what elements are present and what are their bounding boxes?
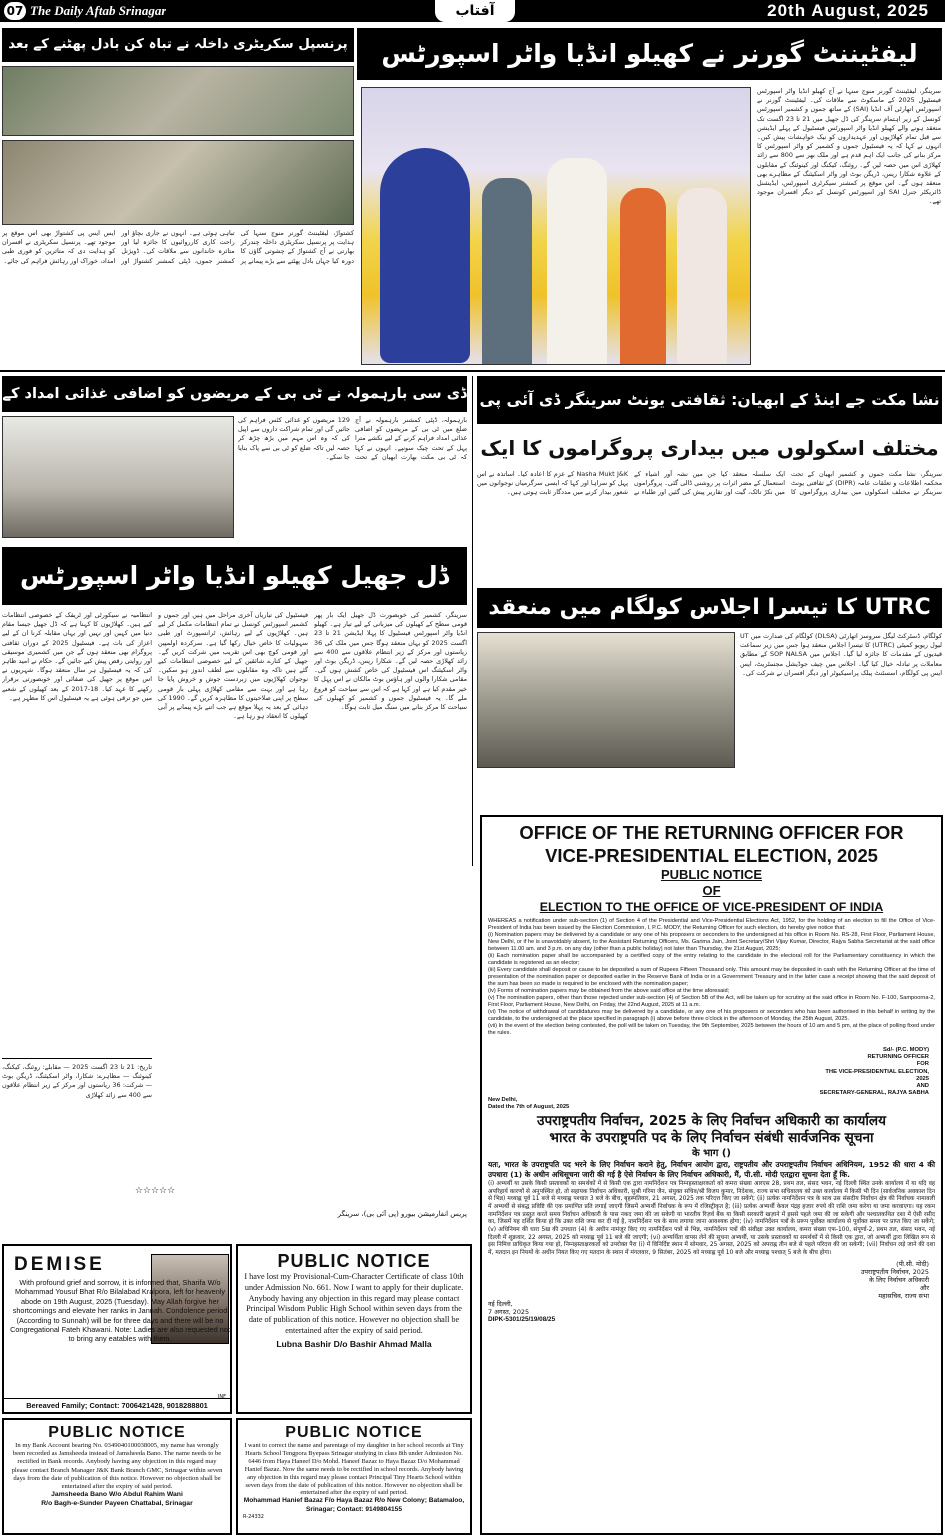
pr-photo-1: [2, 66, 354, 136]
notice-name-title: PUBLIC NOTICE: [285, 1424, 423, 1441]
ro-item: (v) The nomination papers, other than those rejected under sub-section (4) of Section 5B of the Act, will be taken up for scrutiny at the said office in Room No. F-100, Sampoorna-2, First Floor, Parliament House, New Delhi, on Friday, the 22nd August, 2025 at 11 a.m.: [488, 995, 935, 1008]
ro-subtitle-1: PUBLIC NOTICE: [660, 867, 763, 882]
notice-name-body: I want to correct the name and parentage of my daughter in her school records at Tiny Hearts School Tengpora Byepass Srinagar studying in class 8th under Admission No. 6446 from Haya Haneef D/o Mohd. Haneef Bazaz to Haya Bazaz D/o Mohammad Hanief Bazaz. Now the same needs to be rectified in school records. Anybody having any objection in this regard may please contact Principal Tiny Hearts School within seven days from the date of publication of this notice. However no objection shall be entertained after the expiry of said period.: [244, 1442, 464, 1497]
nasha-body: سرینگر، نشا مکت جموں و کشمیر ابھیان کے تحت محکمہ اطلاعات و تعلقات عامہ (DIPR) کے ثقافتی یونٹ سرینگر نے مختلف اسکولوں میں بیداری پروگراموں کا ایک سلسلہ منعقد کیا جن میں نشہ آور اشیاء کے استعمال کے مضر اثرات پر روشنی ڈالی گئی۔ پروگراموں میں نکڑ ناٹک، گیت اور تقاریر پیش کی گئیں اور طلباء نے Nasha Mukt J&K کے عزم کا اعادہ کیا۔ اساتذہ نے اس پہل کو سراہا اور کہا کہ ایسی سرگرمیاں نوجوانوں میں شعور بیدار کرنے میں مددگار ثابت ہوتی ہیں۔: [477, 470, 942, 497]
ro-title-2: VICE-PRESIDENTIAL ELECTION, 2025: [545, 845, 878, 866]
demise-body: With profound grief and sorrow, it is informed that, Sharifa W/o Mohammad Yousuf Bhat R/o Bilalabad Kralpora, left for heavenly abode on 19th August, 2025 (Tuesday). May Allah forgive her shortcomings and elevate her ranks in Jannah. Condolence period (According to Sunnah) will be for three days and there will be no Congregational Fateh Khawani. Note: Ladies are also requested not to bring any eatables with them.: [10, 1278, 230, 1344]
ro-sig-line: 2025: [916, 1075, 929, 1082]
ro-place: New Delhi,: [488, 1097, 518, 1104]
ro-intro: WHEREAS a notification under sub-section (1) of Section 4 of the Presidential and Vice-Presidential Elections Act, 1952, for the holding of an election to fill the Office of Vice-President of India has been issued by the Election Commission, I, P.C. MODY, the Returning Officer for such election, do hereby give notice that:: [488, 918, 935, 931]
notice-bank-sign: Jamsheeda Bano W/o Abdul Rahim Wani: [51, 1491, 183, 1499]
page-number-badge: 07: [4, 2, 26, 20]
mascot-figure: [380, 148, 470, 363]
pr-body: کشتواڑ، لیفٹیننٹ گورنر منوج سنہا کی ہدایت پر پرنسپل سکریٹری داخلہ چندرکر بھارتی نے آج کشتواڑ کے چشوتی گاؤں کا دورہ کیا جہاں بادل پھٹنے سے بڑے پیمانے پر تباہی ہوئی ہے۔ انہوں نے جاری بچاؤ اور راحت کاری کارروائیوں کا جائزہ لیا اور متاثرہ خاندانوں سے ملاقات کی۔ ڈویژنل کمشنر جموں، ڈپٹی کمشنر کشتواڑ اور ایس ایس پی کشتواڑ بھی اس موقع پر موجود تھے۔ پرنسپل سکریٹری نے افسران کو ہدایت دی کہ متاثرین کو فوری طبی امداد، خوراک اور رہائش فراہم کی جائے۔: [2, 229, 354, 265]
ro-code: DIPK-5301/25/19/08/25: [488, 1315, 556, 1323]
notice-certificate-body: I have lost my Provisional-Cum-Character Certificate of class 10th under Admission No. 661. Now I want to apply for their duplicate. Anybody having any objection in this regard may please contact Principal Wisdom Public High School within seven days from the date of publication of this notice. However no objection shall be entertained after the expiry of said period.: [244, 1272, 464, 1335]
ro-subtitle-3: ELECTION TO THE OFFICE OF VICE-PRESIDENT OF INDIA: [539, 900, 884, 914]
notice-bank: [2, 1418, 232, 1535]
paper-name: The Daily Aftab Srinagar: [30, 3, 167, 18]
ro-hindi-sig-line: (पी.सी. मोदी): [896, 1259, 929, 1268]
utrc-headline: UTRC کا تیسرا اجلاس کولگام میں منعقد: [477, 588, 942, 628]
ro-item: (vii) In the event of the election being contested, the poll will be taken on Tuesday, the 9th September, 2025 between the hours of 10 am and 5 pm, at the place of polling fixed under the rules.: [488, 1023, 935, 1036]
dal-col-1: سرینگر، کشمیر کی خوبصورت ڈل جھیل ایک بار پھر قومی سطح کے کھیلوں کی میزبانی کے لیے تیار ہے۔ کھیلو انڈیا واٹر اسپورٹس فیسٹیول کا پہلا ایڈیشن 21 تا 23 اگست 2025 کو یہاں منعقد ہوگا جس میں ملک کی 36 ریاستوں اور مرکز کے زیر انتظام علاقوں سے 400 سے زائد کھلاڑی حصہ لیں گے۔ شکارا ریس، ڈریگن بوٹ اور واٹر اسکیئنگ اس فیسٹیول کی خاص کشش ہوں گی۔ مقامی شکارا والوں اور ہاؤس بوٹ مالکان نے اس پہل کا خیر مقدم کیا ہے اور کہا ہے کہ اس سے سیاحت کو فروغ ملے گا۔ یہ فیسٹیول جموں و کشمیر کو کھیلوں کی سیاحت کا مرکز بنانے میں سنگ میل ثابت ہوگا۔: [314, 611, 467, 712]
returning-officer-notice: [480, 815, 943, 1535]
notice-bank-body: In my Bank Account bearing No. 0349040100038005, my name has wrongly been recorded as Jamsheeda instead of Jamsheeda Bano. The name needs to be rectified in Bank records. Anybody having any objection in this regard may please contact Branch Manager J&K Bank Branch GMC, Srinagar within seven days from the date of publication of this notice. However no objection shall be entertained after the expiry of said period.: [11, 1442, 223, 1491]
person-figure: [620, 188, 666, 365]
ro-sig-line: RETURNING OFFICER: [867, 1054, 929, 1061]
demise-tag: INF: [217, 1394, 226, 1400]
dal-stars: ☆☆☆☆☆: [134, 1186, 176, 1196]
demise-title: DEMISE: [14, 1254, 105, 1275]
ro-signature: [488, 1047, 935, 1097]
nasha-headline: مختلف اسکولوں میں بیداری پروگراموں کا ایک: [480, 436, 939, 460]
demise-notice: [2, 1244, 232, 1414]
notice-name-code: R-24332: [243, 1513, 264, 1520]
masthead-bar: [0, 0, 945, 22]
ro-item: (iv) Forms of nomination papers may be obtained from the above said office at the time aforesaid;: [488, 988, 730, 994]
dc-body: بارہمولہ، ڈپٹی کمشنر بارہمولہ نے آج ضلع میں ٹی بی کے مریضوں کو اضافی غذائی امداد فراہم کرنے کے لیے نکشے مترا پہل کے تحت چیک سونپے۔ انہوں نے کہا کہ ٹی بی مکت بھارت ابھیان کے تحت 129 مریضوں کو غذائی کٹس فراہم کی جائیں گی اور تمام شراکت داروں سے اپیل کی کہ وہ اس مہم میں بڑھ چڑھ کر حصہ لیں تاکہ ضلع کو ٹی بی سے پاک بنایا جا سکے۔: [238, 416, 467, 461]
lg-body: سرینگر، لیفٹیننٹ گورنر منوج سنہا نے آج کھیلو انڈیا واٹر اسپورٹس فیسٹیول 2025 کے ماسکوٹ سے ملاقات کی۔ لیفٹیننٹ گورنر نے اسپورٹس اتھارٹی آف انڈیا (SAI) کے ساتھ جموں و کشمیر اسپورٹس کونسل کے زیر اہتمام سرینگر کی ڈل جھیل میں 21 تا 23 اگست تک منعقد ہونے والے کھیلو انڈیا واٹر اسپورٹس فیسٹیول کے پہلے ایڈیشن سے قبل تمام کھلاڑیوں اور عہدیداروں کو نیک خواہشات پیش کیں۔ انہوں نے کہا کہ یہ فیسٹیول جموں و کشمیر کو واٹر اسپورٹس کا مرکز بنانے کی جانب ایک اہم قدم ہے اور ملک بھر سے 800 سے زائد کھلاڑی اس میں حصہ لیں گے۔ روئنگ، کیکنگ اور کینوئنگ کے مقابلوں کے علاوہ شکارا ریس، ڈریگن بوٹ اور واٹر اسکیئنگ کے مظاہرے بھی منعقد ہوں گے۔ اس موقع پر کمشنر سیکرٹری اسپورٹس، ایڈیشنل ڈائریکٹر جنرل SAI اور اسپورٹس کونسل کے دیگر افسران موجود تھے۔: [757, 87, 941, 206]
ro-sig-line: SECRETARY-GENERAL, RAJYA SABHA: [819, 1090, 929, 1097]
ro-hindi-signature: [488, 1260, 935, 1300]
notice-bank-address: R/o Bagh-e-Sunder Payeen Chattabal, Srinagar: [41, 1499, 193, 1507]
notice-name-sign: Mohammad Hanief Bazaz F/o Haya Bazaz R/o New Colony; Batamaloo, Srinagar; Contact: 9149804155: [243, 1497, 465, 1513]
ro-hindi-dated: 7 अगस्त, 2025: [488, 1307, 530, 1316]
ro-hindi-sig-line: उपराष्ट्रपतीय निर्वाचन, 2025: [860, 1267, 929, 1276]
ro-hindi-intro: यतः, भारत के उपराष्ट्रपति पद भरने के लिए निर्वाचन कराने हेतु, निर्वाचन आयोग द्वारा, राष्ट्रपतीय और उपराष्ट्रपतीय निर्वाचन अधिनियम, 1952 की धारा 4 की उपधारा (1) के अधीन अधिसूचना जारी की गई है ऐसे निर्वाचन के लिए निर्वाचन अधिकारी, मैं, पी.सी. मोदी एतद्वारा सूचना देता हूँ कि.: [488, 1160, 935, 1179]
pr-photo-2: [2, 140, 354, 225]
ro-hindi-title-2: भारत के उपराष्ट्रपति पद के लिए निर्वाचन संबंधी सार्वजनिक सूचना: [549, 1130, 874, 1147]
person-figure: [482, 178, 532, 365]
ro-sig-line: Sd/- (P.C. MODY): [883, 1047, 929, 1053]
issue-date: 20th August, 2025: [767, 1, 929, 20]
notice-certificate-title: PUBLIC NOTICE: [277, 1251, 431, 1271]
dal-sidebar-facts: تاریخ: 21 تا 23 اگست 2025 — مقابلے: روئنگ، کیکنگ، کینوئنگ — مظاہرے: شکارا، واٹر اسکیئنگ، ڈریگن بوٹ — شرکت: 36 ریاستوں اور مرکز کے زیر انتظام علاقوں سے 400 سے زائد کھلاڑی: [2, 1058, 152, 1178]
ro-hindi-sig-line: और: [919, 1283, 929, 1292]
ro-item: (i) Nomination papers may be delivered by a candidate or any one of his proposers or seconders to the undersigned at his office in Room No. RS-28, First Floor, Parliament House, New Delhi, or if he is unavoidably absent, to the Assistant Returning Officers, Ms. Garima Jain, Joint Secretary/Shri Vijay Kumar, Director, Rajya Sabha Secretariat at the said office between 11.00 am. and 3 p.m. on any day (other than a public holiday) not later than Thursday, the 21st August, 2025;: [488, 932, 935, 952]
ro-hindi-sig-line: के लिए निर्वाचन अधिकारी: [869, 1275, 929, 1284]
notice-bank-title: PUBLIC NOTICE: [48, 1424, 186, 1441]
utrc-meeting-photo: [477, 632, 735, 768]
ro-hindi-sig-line: महासचिव, राज्य सभा: [878, 1291, 929, 1300]
ro-item: (vi) The notice of withdrawal of candidatures may be delivered by a candidate, or any one of his proposers or seconders who has been authorised in this behalf in writing by the candidate, to the undersigned at the place specified in paragraph (i) above before three o'clock in the afternoon of Monday, the 25th August, 2025.: [488, 1009, 935, 1022]
ro-dated: Dated the 7th of August, 2025: [488, 1104, 570, 1111]
ro-hindi-body: (i) अभ्यर्थी या उसके किसी प्रस्तावकों या समर्थकों में से किसी एक द्वारा नामनिर्देशन पत्र निम्नहस्ताक्षरकर्ता को कमरा संख्या आरएस 28, प्रथम तल, संसद भवन, नई दिल्ली स्थित उनके कार्यालय में या यदि वह अपरिहार्य कारणों से अनुपस्थित हो, तो सहायक निर्वाचन अधिकारी, सुश्री गरिमा जैन, संयुक्त सचिव/श्री विजय कुमार, निदेशक, राज्य सभा सचिवालय को उक्त कार्यालय में किसी भी दिन (सार्वजनिक अवकाश दिन से भिन्न) मध्याह्न पूर्व 11 बजे से मध्याह्न पश्चात 3 बजे के बीच, बृहस्पतिवार, 21 अगस्त, 2025 तक परिदत्त किए जा सकेंगे; (ii) प्रत्येक नामनिर्देशन पत्र के साथ उस संसदीय निर्वाचन क्षेत्र की निर्वाचक नामावली में अभ्यर्थी से संबद्ध प्रविष्टि की एक प्रमाणित प्रति लगाई जाएगी जिसमें अभ्यर्थी निर्वाचक के रूप में रजिस्ट्रीकृत है; (iii) प्रत्येक अभ्यर्थी केवल पंद्रह हजार रुपये की राशि जमा करेगा या जमा करवाएगा। यह रकम नामनिर्देशन पत्र प्रस्तुत करते समय निर्वाचन अधिकारी के पास नकद जमा की जा सकेगी या भारतीय रिज़र्व बैंक या किसी सरकारी खज़ाने में इससे पहले जमा की जा सकेगी और पश्चातकथित दशा में ऐसी रसीद का, जिसमें यह दर्शित किया हो कि उक्त राशि जमा कर दी गई है, नामनिर्देशन पत्र के साथ लगाया जाना आवश्यक होगा; (iv) नामनिर्देशन पत्रों के प्ररूप पूर्वोक्त कार्यालय से पूर्वोक्त समय पर प्राप्त किए जा सकेंगे; (v) अधिनियम की धारा 5ख की उपधारा (4) के अधीन नामंजूर किए गए नामनिर्देशन पत्रों से भिन्न, नामनिर्देशन पत्रों की संवीक्षा उक्त कार्यालय, कमरा संख्या एफ-100, संपूर्णा-2, प्रथम तल, संसद भवन, नई दिल्ली में शुक्रवार, 22 अगस्त, 2025 को मध्याह्न पूर्व 11 बजे की जाएगी; (vi) अभ्यर्थिता वापस लेने की सूचना अभ्यर्थी, या उसके प्रस्तावकों या समर्थकों में से किसी एक द्वारा, जो अभ्यर्थी द्वारा लिखित रूप से इस निमित्त प्राधिकृत किया गया हो, निम्नहस्ताक्षरकर्ता को उपरोक्त पैरा (i) में विनिर्दिष्ट स्थान में सोमवार, 25 अगस्त, 2025 को अपराह्न तीन बजे से पहले परिदत्त की जा सकेगी; (vii) निर्वाचन लड़े जाने की दशा में, मतदान इन नियमों के अधीन नियत किए गए मतदान के स्थान में मंगलवार, 9 सितंबर, 2025 को मध्याह्न पूर्व 10 बजे और मध्याह्न पश्चात् 5 बजे के बीच होगा।: [488, 1180, 935, 1257]
dal-col-3: انتظامیہ نے سیکورٹی اور ٹریفک کے خصوصی انتظامات کیے ہیں۔ کھلاڑیوں کا کہنا ہے کہ ڈل جھیل جیسا مقام دنیا میں کہیں اور نہیں اور یہاں مقابلہ کرنا ان کے لیے اعزاز کی بات ہے۔ فیسٹیول 2025 کے دوران ثقافتی پروگرام بھی منعقد ہوں گے جن میں کشمیری موسیقی اور روایتی رقص پیش کیے جائیں گے۔ حکام نے امید ظاہر کی کہ یہ فیسٹیول ہر سال منعقد ہوگا۔ شہریوں نے اس موقع پر جھیل کی صفائی اور خوبصورتی برقرار رکھنے کا عہد کیا۔ 18-2017 کے بعد کھیلوں کے شعبے میں جو ترقی ہوئی ہے یہ فیسٹیول اس کا مظہر ہے۔: [2, 611, 152, 702]
ro-item: (ii) Each nomination paper shall be accompanied by a certified copy of the entry relating to the candidate in the electoral roll for the Parliamentary constituency in which the candidate is registered as an elector;: [488, 953, 935, 966]
notice-name-correction: [236, 1418, 472, 1535]
ro-hindi-title-1: उपराष्ट्रपतीय निर्वाचन, 2025 के लिए निर्वाचन अधिकारी का कार्यालय: [537, 1113, 886, 1130]
nasha-kicker: نشا مکت جے اینڈ کے ابھیان: ثقافتی یونٹ سرینگر ڈی آئی پی: [477, 376, 942, 424]
dal-headline: ڈل جھیل کھیلو انڈیا واٹر اسپورٹس: [2, 547, 467, 605]
pr-headline: پرنسپل سکریٹری داخلہ نے تباہ کن بادل پھٹنے کے بعد: [2, 28, 354, 62]
masthead-logo: آفتاب: [435, 0, 515, 22]
section-divider: [0, 370, 945, 372]
demise-footer: Bereaved Family; Contact: 7006421428, 9018288801: [4, 1398, 230, 1412]
ro-subtitle-2: OF: [702, 883, 721, 898]
dc-headline: ڈی سی بارہمولہ نے ٹی بی کے مریضوں کو اضافی غذائی امداد کے: [2, 376, 467, 412]
ro-hindi-place: नई दिल्ली,: [488, 1299, 513, 1308]
dal-col-2: فیسٹیول کی تیاریاں آخری مراحل میں ہیں اور جموں و کشمیر اسپورٹس کونسل نے تمام انتظامات مکمل کر لیے ہیں۔ کھلاڑیوں کے لیے رہائش، ٹرانسپورٹ اور طبی سہولیات کا خاص خیال رکھا گیا ہے۔ سرکردہ اولمپین اور قومی کوچ بھی اس تقریب میں شرکت کریں گے۔ جھیل کے کنارے شائقین کے لیے خصوصی انتظامات کیے گئے ہیں تاکہ وہ مقابلوں سے لطف اندوز ہو سکیں۔ نوجوان کھلاڑیوں میں زبردست جوش و خروش پایا جا رہا ہے اور بہت سے مقامی کھلاڑی پہلی بار قومی سطح پر اپنی صلاحیتوں کا مظاہرہ کریں گے۔ 1990 کی دہائی کے بعد یہ پہلا موقع ہے جب اتنے بڑے پیمانے پر آبی کھیلوں کا انعقاد ہو رہا ہے۔: [158, 611, 308, 721]
ro-item: (iii) Every candidate shall deposit or cause to be deposited a sum of Rupees Fifteen Thousand only. This amount may be deposited in cash with the Returning Officer at the time of presentation of the nomination paper or deposited earlier in the Reserve Bank of India or in a Government Treasury and in the latter case a receipt showing that the said deposit of the sum has been so made is required to be enclosed with the nomination paper;: [488, 967, 935, 987]
ro-sig-line: FOR: [916, 1061, 929, 1068]
lg-event-photo: [361, 87, 751, 365]
ro-hindi-title-3: के भाग (): [691, 1148, 732, 1160]
ro-title-1: OFFICE OF THE RETURNING OFFICER FOR: [519, 822, 904, 843]
ro-items: [488, 932, 935, 1037]
person-figure: [547, 158, 607, 365]
ro-sig-line: THE VICE-PRESIDENTIAL ELECTION,: [825, 1068, 929, 1075]
ro-sig-line: AND: [916, 1083, 929, 1090]
dc-photo: [2, 416, 234, 538]
utrc-body: کولگام، ڈسٹرکٹ لیگل سروسز اتھارٹی (DLSA) کولگام کی صدارت میں UT لیول ریویو کمیٹی (UTRC) کا تیسرا اجلاس منعقد ہوا جس میں زیر سماعت قیدیوں کے مقدمات کا جائزہ لیا گیا۔ اجلاس میں SOP NALSA کے مطابق معاملات پر تبادلہ خیال کیا گیا۔ اجلاس میں چیف جوڈیشل مجسٹریٹ، ایس ایس پی کولگام، اسسٹنٹ پبلک پراسیکیوٹر اور دیگر افسران نے شرکت کی۔: [740, 632, 942, 677]
dal-credit: پریس انفارمیشن بیورو (پی آئی بی)، سرینگر: [337, 1210, 467, 1218]
section-divider: [472, 376, 473, 866]
lg-headline: لیفٹیننٹ گورنر نے کھیلو انڈیا واٹر اسپورٹس: [357, 28, 942, 80]
notice-certificate-sign: Lubna Bashir D/o Bashir Ahmad Malla: [276, 1338, 432, 1349]
person-figure: [677, 188, 727, 365]
notice-certificate: [236, 1244, 472, 1414]
